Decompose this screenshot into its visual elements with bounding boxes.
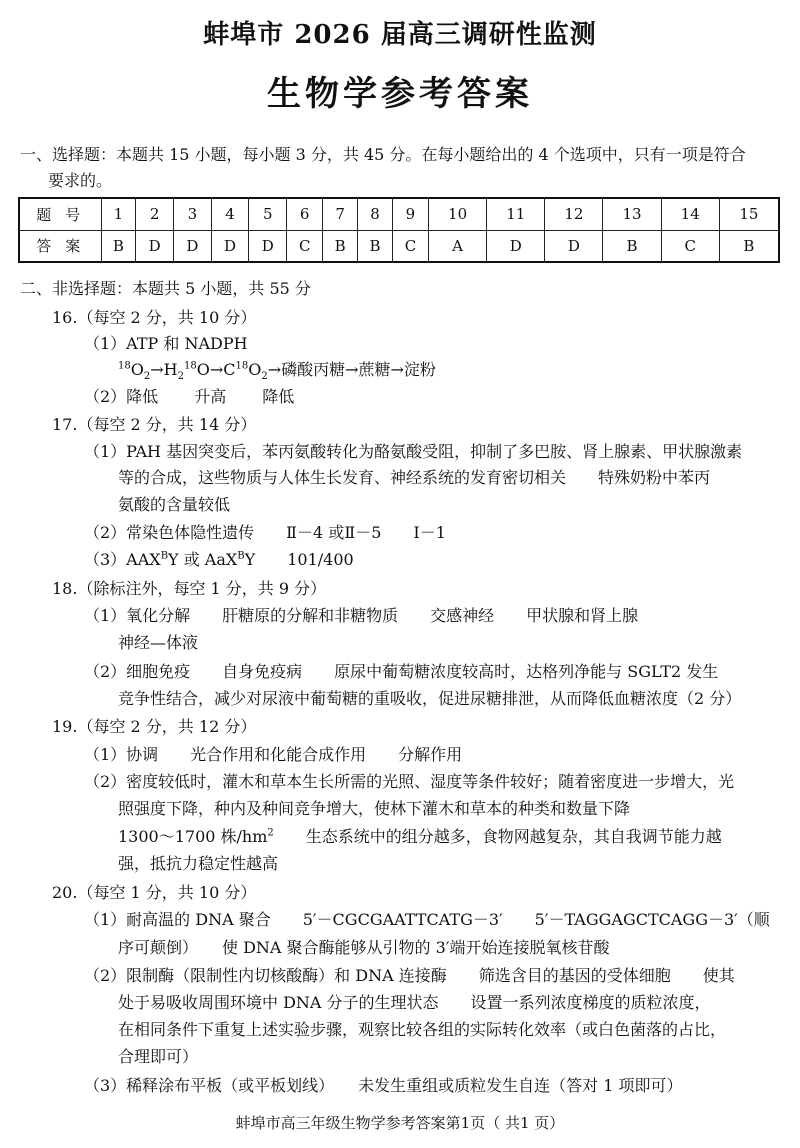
q17-part3 bbox=[84, 547, 354, 573]
q16-heading: 16.（每空 2 分，共 10 分） bbox=[52, 308, 257, 327]
table-cell: C bbox=[392, 230, 428, 262]
formula-sub: 2 bbox=[261, 371, 268, 383]
table-cell: C bbox=[287, 230, 323, 262]
q20-part2-line3: 在相同条件下重复上述实验步骤，观察比较各组的实际转化效率（或白色菌落的占比， bbox=[118, 1020, 727, 1039]
q19-part2-line4: 强，抵抗力稳定性越高 bbox=[118, 854, 279, 873]
row-label: 题号 bbox=[19, 198, 101, 230]
q18-part2-line2: 竞争性结合，减少对尿液中葡萄糖的重吸收，促进尿糖排泄，从而降低血糖浓度（2 分） bbox=[118, 689, 742, 708]
q17-part1-line2: 等的合成，这些物质与人体生长发育、神经系统的发育密切相关 特殊奶粉中苯丙 bbox=[118, 468, 711, 487]
formula-sub: 2 bbox=[143, 371, 151, 383]
table-cell: D bbox=[211, 230, 249, 262]
formula-text: →H bbox=[150, 360, 178, 379]
table-cell: D bbox=[174, 230, 212, 262]
q19-part1: （1）协调 光合作用和化能合成作用 分解作用 bbox=[84, 745, 463, 764]
q16-part1: （1）ATP 和 NADPH bbox=[84, 334, 248, 353]
unit-sup: 2 bbox=[267, 827, 274, 839]
q16-part2 bbox=[84, 384, 294, 410]
isotope-sup: 18 bbox=[235, 360, 249, 372]
page-footer: 蚌埠市高三年级生物学参考答案第1页（ 共1 页） bbox=[235, 1114, 565, 1132]
q20-part1-line2: 序可颠倒） 使 DNA 聚合酶能够从引物的 3′端开始连接脱氧核苷酸 bbox=[118, 938, 610, 957]
formula-text: O bbox=[248, 360, 262, 379]
genotype-text: Y 101/400 bbox=[244, 550, 354, 569]
row-label: 答案 bbox=[19, 230, 101, 262]
q20-heading: 20.（每空 1 分，共 10 分） bbox=[52, 883, 257, 902]
document-title: 蚌埠市 2026 届高三调研性监测 bbox=[203, 20, 597, 50]
formula-text: O bbox=[130, 360, 144, 379]
table-cell: B bbox=[323, 230, 358, 262]
table-cell: 12 bbox=[545, 198, 603, 230]
q19-heading: 19.（每空 2 分，共 12 分） bbox=[52, 717, 257, 736]
table-cell: D bbox=[487, 230, 545, 262]
formula-sub: 2 bbox=[177, 371, 184, 383]
q20-part2-line4: 合理即可） bbox=[118, 1047, 199, 1066]
section1-intro: 一、选择题：本题共 15 小题，每小题 3 分，共 45 分。在每小题给出的 4 个选项中，只有一项是符合 bbox=[20, 145, 746, 164]
q20-part1-line1: （1）耐高温的 DNA 聚合 5′－CGCGAATTCATG－3′ 5′－TAGGAGCTCAGG－3′（顺 bbox=[84, 910, 770, 929]
table-cell: 15 bbox=[719, 198, 779, 230]
q19-part2-line1: （2）密度较低时，灌木和草本生长所需的光照、湿度等条件较好；随着密度进一步增大，光 bbox=[84, 772, 735, 791]
isotope-sup: 18 bbox=[118, 360, 131, 372]
table-cell: 4 bbox=[211, 198, 249, 230]
table-cell: B bbox=[101, 230, 136, 262]
table-cell: B bbox=[719, 230, 779, 262]
q17-part1-line3: 氨酸的含量较低 bbox=[118, 495, 231, 514]
table-cell: D bbox=[136, 230, 174, 262]
q16-pathway bbox=[118, 357, 436, 383]
q17-part1-line1: （1）PAH 基因突变后，苯丙氨酸转化为酪氨酸受阻，抑制了多巴胺、肾上腺素、甲状腺激素 bbox=[84, 442, 743, 461]
q18-part2-line1: （2）细胞免疫 自身免疫病 原尿中葡萄糖浓度较高时，达格列净能与 SGLT2 发生 bbox=[84, 662, 719, 681]
density-value: 1300～1700 株/hm bbox=[118, 827, 268, 846]
q20-part2-line2: 处于易吸收周围环境中 DNA 分子的生理状态 设置一系列浓度梯度的质粒浓度， bbox=[118, 993, 711, 1012]
answer-text: 生态系统中的组分越多，食物网越复杂，其自我调节能力越 bbox=[273, 827, 722, 846]
q20-part2-line1: （2）限制酶（限制性内切核酸酶）和 DNA 连接酶 筛选含目的基因的受体细胞 使其 bbox=[84, 966, 735, 985]
document-subtitle: 生物学参考答案 bbox=[267, 74, 533, 114]
table-cell: 8 bbox=[358, 198, 393, 230]
table-cell: B bbox=[358, 230, 393, 262]
q18-part1-line1: （1）氧化分解 肝糖原的分解和非糖物质 交感神经 甲状腺和肾上腺 bbox=[84, 606, 639, 625]
formula-text: →磷酸丙糖→蔗糖→淀粉 bbox=[267, 360, 436, 379]
isotope-sup: 18 bbox=[183, 360, 197, 372]
answer-blank: （2）降低 bbox=[84, 387, 159, 406]
q18-part1-line2: 神经—体液 bbox=[118, 633, 199, 652]
q17-heading: 17.（每空 2 分，共 14 分） bbox=[52, 415, 257, 434]
q19-part2-line2: 照强度下降，种内及种间竞争增大，使林下灌木和草本的种类和数量下降 bbox=[118, 799, 631, 818]
table-cell: 5 bbox=[249, 198, 287, 230]
table-cell: 2 bbox=[136, 198, 174, 230]
table-cell: 9 bbox=[392, 198, 428, 230]
section1-intro-cont: 要求的。 bbox=[48, 171, 113, 190]
table-cell: 11 bbox=[487, 198, 545, 230]
table-cell: B bbox=[603, 230, 661, 262]
question-number-row bbox=[19, 198, 779, 230]
table-cell: 3 bbox=[174, 198, 212, 230]
genotype-text: Y 或 AaX bbox=[168, 550, 238, 569]
table-cell: C bbox=[661, 230, 719, 262]
q18-heading: 18.（除标注外，每空 1 分，共 9 分） bbox=[52, 579, 327, 598]
genotype-text: （3）AAX bbox=[84, 550, 161, 569]
table-cell: 10 bbox=[429, 198, 487, 230]
table-cell: 6 bbox=[287, 198, 323, 230]
table-cell: 7 bbox=[323, 198, 358, 230]
q20-part3: （3）稀释涂布平板（或平板划线） 未发生重组或质粒发生自连（答对 1 项即可） bbox=[84, 1076, 683, 1095]
table-cell: D bbox=[249, 230, 287, 262]
q17-part2: （2）常染色体隐性遗传 Ⅱ－4 或Ⅱ－5 Ⅰ－1 bbox=[84, 523, 446, 542]
answer-table bbox=[18, 197, 780, 263]
formula-text: O→C bbox=[196, 360, 236, 379]
allele-sup: B bbox=[237, 550, 245, 562]
table-cell: D bbox=[545, 230, 603, 262]
table-cell: 14 bbox=[661, 198, 719, 230]
q19-part2-line3 bbox=[118, 824, 722, 850]
answer-blank: 升高 bbox=[194, 387, 227, 406]
answer-row bbox=[19, 230, 779, 262]
answer-blank: 降低 bbox=[262, 387, 295, 406]
table-cell: A bbox=[429, 230, 487, 262]
table-cell: 13 bbox=[603, 198, 661, 230]
section2-intro: 二、非选择题：本题共 5 小题，共 55 分 bbox=[20, 279, 311, 298]
allele-sup: B bbox=[160, 550, 169, 562]
table-cell: 1 bbox=[101, 198, 136, 230]
